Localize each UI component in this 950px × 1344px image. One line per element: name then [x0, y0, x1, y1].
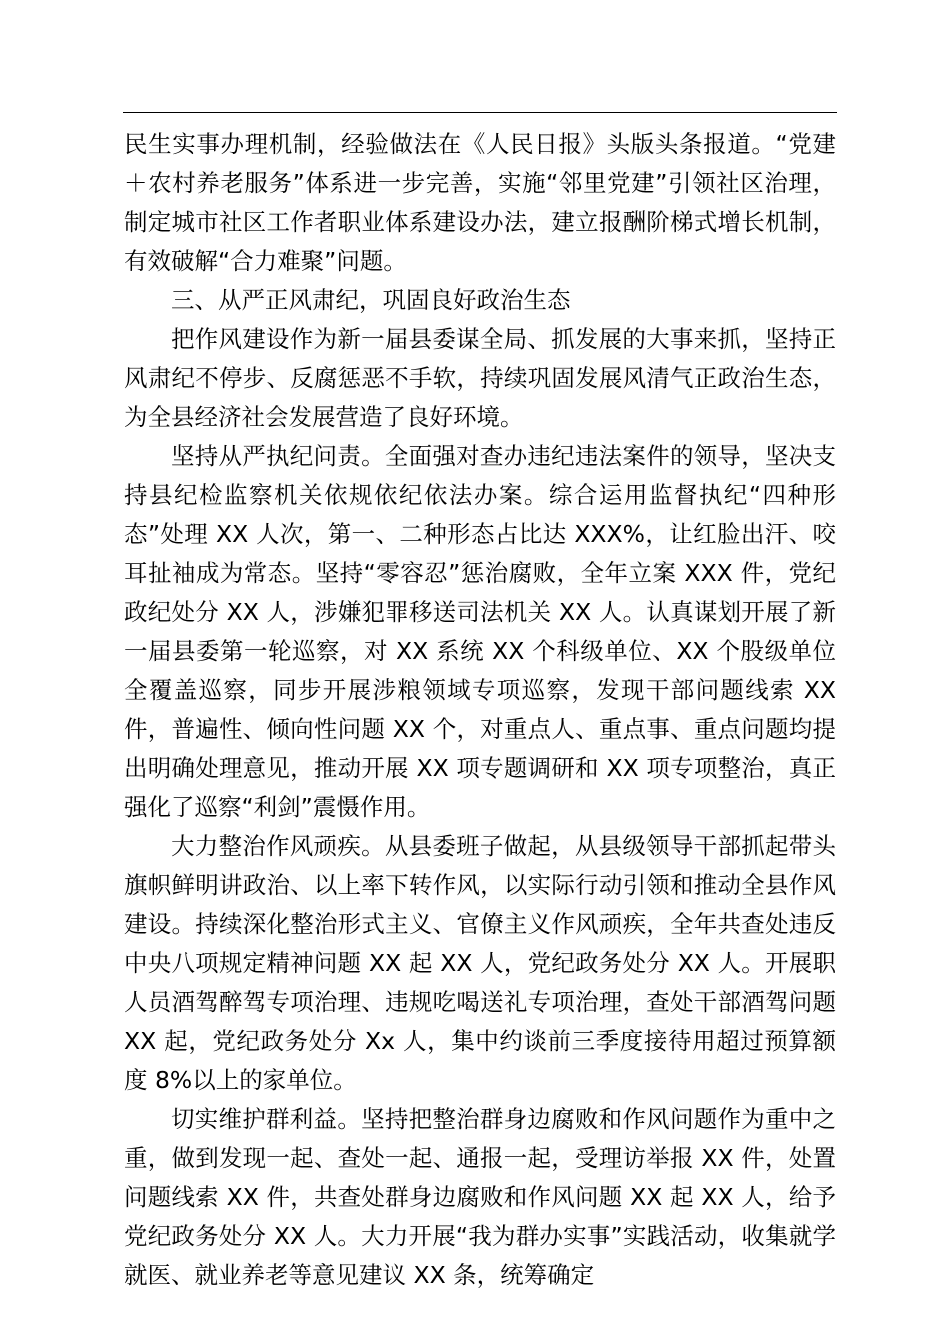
- paragraph-public-interest: 切实维护群利益。坚持把整治群身边腐败和作风问题作为重中之重，做到发现一起、查处一起、通报一起，受理访举报 XX 件，处置问题线索 XX 件，共查处群身边腐败和作风问题 XX 起 XX 人，给予党纪政务处分 XX 人。大力开展“我为群办实事”实践活动，收集就学就医、就业养老等意见建议 XX 条，统筹确定: [124, 1105, 836, 1289]
- document-body: [124, 125, 836, 1295]
- paragraph-continuation: 民生实事办理机制，经验做法在《人民日报》头版头条报道。“党建＋农村养老服务”体系进一步完善，实施“邻里党建”引领社区治理，制定城市社区工作者职业体系建设办法，建立报酬阶梯式增长机制，有效破解“合力难聚”问题。: [124, 130, 836, 275]
- paragraph-work-style: 大力整治作风顽疾。从县委班子做起，从县级领导干部抓起带头旗帜鲜明讲政治、以上率下转作风，以实际行动引领和推动全县作风建设。持续深化整治形式主义、官僚主义作风顽疾，全年共查处违反中央八项规定精神问题 XX 起 XX 人，党纪政务处分 XX 人。开展职人员酒驾醉驾专项治理、违规吃喝送礼专项治理，查处干部酒驾问题 XX 起，党纪政务处分 Xx 人，集中约谈前三季度接待用超过预算额度 8%以上的家单位。: [124, 832, 836, 1094]
- paragraph-intro: 把作风建设作为新一届县委谋全局、抓发展的大事来抓，坚持正风肃纪不停步、反腐惩恶不手软，持续巩固发展风清气正政治生态，为全县经济社会发展营造了良好环境。: [124, 325, 836, 431]
- section-heading: 三、从严正风肃纪，巩固良好政治生态: [171, 286, 571, 314]
- header-rule: [123, 112, 837, 113]
- paragraph-discipline: 坚持从严执纪问责。全面强对查办违纪违法案件的领导，坚决支持县纪检监察机关依规依纪依法办案。综合运用监督执纪“四种形态”处理 XX 人次，第一、二种形态占比达 XXX%，让红脸出汗、咬耳扯袖成为常态。坚持“零容忍”惩治腐败，全年立案 XXX 件，党纪政纪处分 XX 人，涉嫌犯罪移送司法机关 XX 人。认真谋划开展了新一届县委第一轮巡察，对 XX 系统 XX 个科级单位、XX 个股级单位全覆盖巡察，同步开展涉粮领域专项巡察，发现干部问题线索 XX 件，普遍性、倾向性问题 XX 个，对重点人、重点事、重点问题均提出明确处理意见，推动开展 XX 项专题调研和 XX 项专项整治，真正强化了巡察“利剑”震慑作用。: [124, 442, 836, 821]
